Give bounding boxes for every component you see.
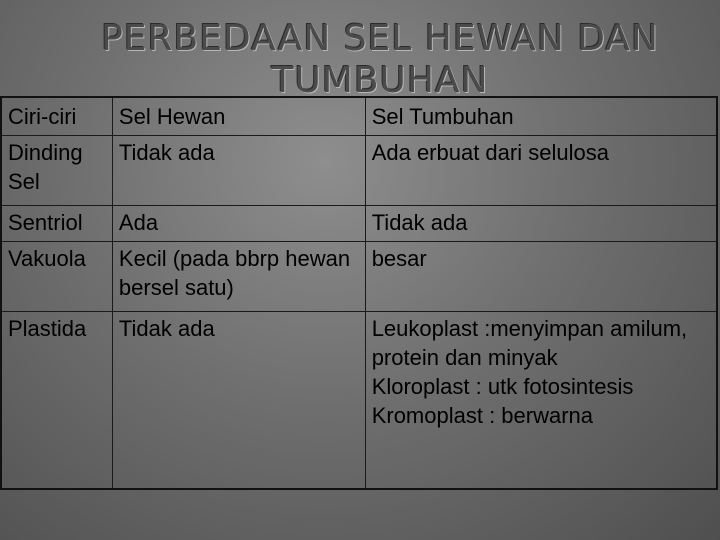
table-header-row xyxy=(1,97,717,135)
cell-line: Tidak ada xyxy=(371,209,468,235)
table-row-dinding-sel xyxy=(1,135,717,205)
cell-hewan: Tidak ada xyxy=(112,135,365,205)
plastid-kromoplast: Kromoplast : berwarna xyxy=(371,402,594,428)
table-row-plastida xyxy=(1,311,717,489)
cell-ciri: Vakuola xyxy=(1,241,112,311)
plastid-kloroplast: Kloroplast : utk fotosintesis xyxy=(371,373,634,399)
cell-hewan: Kecil (pada bbrp hewan bersel satu) xyxy=(112,241,365,311)
table-row-vakuola xyxy=(1,241,717,311)
cell-tumbuhan xyxy=(365,241,717,311)
header-sel-tumbuhan: Sel Tumbuhan xyxy=(365,97,717,135)
header-sel-hewan: Sel Hewan xyxy=(112,97,365,135)
cell-tumbuhan xyxy=(365,135,717,205)
plastid-leukoplast: Leukoplast :menyimpan amilum, protein dan minyak xyxy=(371,315,688,370)
cell-ciri: Dinding Sel xyxy=(1,135,112,205)
cell-tumbuhan xyxy=(365,311,717,489)
cell-ciri: Plastida xyxy=(1,311,112,489)
cell-ciri: Sentriol xyxy=(1,205,112,241)
cell-line: Ada erbuat dari selulosa xyxy=(371,139,609,165)
slide-title: PERBEDAAN SEL HEWAN DAN TUMBUHAN xyxy=(101,18,659,101)
cell-hewan: Ada xyxy=(112,205,365,241)
table-row-sentriol xyxy=(1,205,717,241)
cell-line: besar xyxy=(371,245,427,271)
cell-hewan: Tidak ada xyxy=(112,311,365,489)
cell-tumbuhan xyxy=(365,205,717,241)
header-ciri: Ciri-ciri xyxy=(1,97,112,135)
comparison-table xyxy=(0,96,718,490)
